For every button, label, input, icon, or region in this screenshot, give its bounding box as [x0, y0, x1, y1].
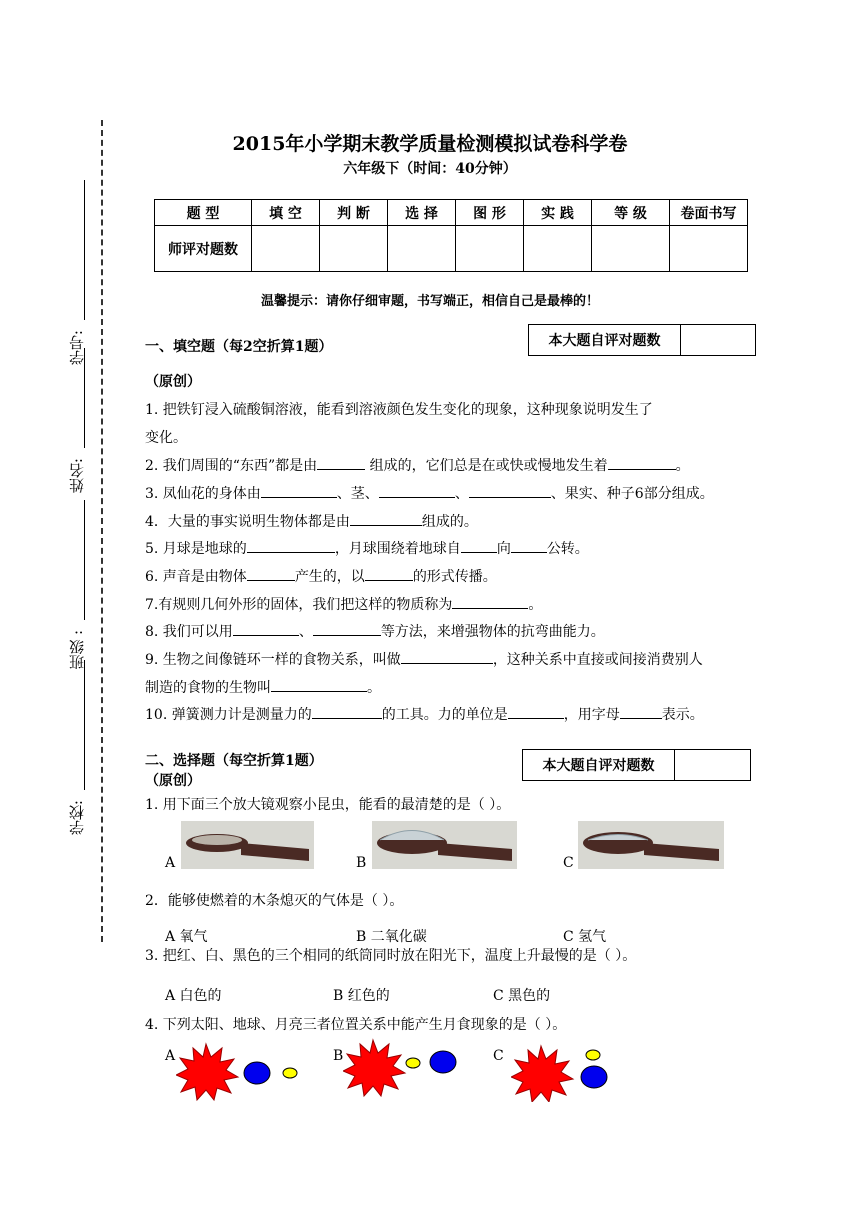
score-table [154, 199, 748, 272]
question-4: 4．大量的事实说明生物体都是由 组成的。 [145, 511, 478, 532]
mc2-option-c[interactable]: C 氢气 [563, 929, 607, 945]
question-1: 1. 把铁钉浸入硫酸铜溶液，能看到溶液颜色发生变化的现象，这种现象说明发生了 [145, 402, 653, 418]
section1-self-eval-box [528, 324, 756, 356]
exam-subtitle: 六年级下（时间：40分钟） [343, 161, 517, 177]
section2-self-eval-label: 本大题自评对题数 [523, 750, 675, 780]
answer-blank[interactable] [608, 455, 676, 470]
section1-self-eval-label: 本大题自评对题数 [529, 325, 681, 355]
binding-dashed-line [101, 120, 103, 942]
sun-icon [343, 1040, 405, 1096]
mc3-option-b[interactable]: B 红色的 [333, 988, 390, 1004]
mc-question-2: 2．能够使燃着的木条熄灭的气体是（ ）。 [145, 893, 404, 909]
answer-blank[interactable] [247, 566, 295, 581]
question-9-cont: 制造的食物的生物叫 。 [145, 677, 381, 698]
answer-blank[interactable] [247, 538, 335, 553]
score-table-header: 填 空 [252, 200, 320, 226]
mc2-option-a[interactable]: A 氧气 [165, 929, 208, 945]
exam-title: 2015年小学期末教学质量检测模拟试卷科学卷 [232, 133, 628, 155]
section1-source: （原创） [145, 374, 201, 390]
earth-icon [244, 1062, 270, 1084]
mc1-option-a-label[interactable]: A [165, 855, 176, 871]
answer-blank[interactable] [508, 704, 564, 719]
mc4-option-c-label[interactable]: C [493, 1048, 504, 1064]
question-8: 8. 我们可以用 、 等方法，来增强物体的抗弯曲能力。 [145, 621, 605, 642]
answer-blank[interactable] [233, 621, 299, 636]
question-10: 10. 弹簧测力计是测量力的 的工具。力的单位是 ，用字母 表示。 [145, 704, 704, 725]
sun-icon [176, 1044, 238, 1100]
mc-question-4: 4. 下列太阳、地球、月亮三者位置关系中能产生月食现象的是（ ）。 [145, 1017, 567, 1033]
name-label: 姓名: [68, 458, 86, 494]
question-9: 9. 生物之间像链环一样的食物关系，叫做 ，这种关系中直接或间接消费别人 [145, 649, 703, 670]
mc4-option-a-label[interactable]: A [165, 1048, 176, 1064]
moon-icon [586, 1050, 600, 1060]
score-cell[interactable] [456, 226, 524, 272]
answer-blank[interactable] [317, 455, 365, 470]
section2-self-eval-input[interactable] [675, 750, 750, 780]
answer-blank[interactable] [461, 538, 497, 553]
magnifier-b-image [372, 821, 517, 869]
mc-question-3: 3. 把红、白、黑色的三个相同的纸筒同时放在阳光下，温度上升最慢的是（ ）。 [145, 948, 637, 964]
question-3: 3. 凤仙花的身体由 、茎、 、 、果实、种子6部分组成。 [145, 483, 714, 504]
mc-question-1: 1. 用下面三个放大镜观察小昆虫，能看的最清楚的是（ ）。 [145, 797, 511, 813]
answer-blank[interactable] [469, 483, 551, 498]
score-cell[interactable] [388, 226, 456, 272]
magnifier-c-image [578, 821, 724, 869]
question-6: 6. 声音是由物体 产生的，以 的形式传播。 [145, 566, 497, 587]
score-table-header: 实 践 [524, 200, 592, 226]
score-table-header: 等 级 [592, 200, 670, 226]
orbit-diagram-c [511, 1042, 621, 1102]
section2-source: （原创） [145, 773, 201, 789]
mc1-option-c-label[interactable]: C [563, 855, 574, 871]
score-table-header: 卷面书写 [670, 200, 748, 226]
score-cell[interactable] [670, 226, 748, 272]
question-7: 7.有规则几何外形的固体，我们把这样的物质称为 。 [145, 594, 542, 615]
answer-blank[interactable] [452, 594, 528, 609]
score-cell[interactable] [524, 226, 592, 272]
mc3-option-c[interactable]: C 黑色的 [493, 988, 551, 1004]
section1-self-eval-input[interactable] [681, 325, 755, 355]
answer-blank[interactable] [313, 621, 381, 636]
question-1-cont: 变化。 [145, 430, 187, 446]
answer-blank[interactable] [511, 538, 547, 553]
school-label: 学校: [68, 800, 86, 836]
moon-icon [283, 1068, 297, 1078]
section2-heading: 二、选择题（每空折算1题） [145, 753, 323, 769]
magnifier-a-image [181, 821, 314, 869]
mc2-option-b[interactable]: B 二氧化碳 [356, 929, 427, 945]
class-field[interactable] [84, 500, 85, 620]
mc1-option-b-label[interactable]: B [356, 855, 367, 871]
answer-blank[interactable] [271, 677, 367, 692]
section1-heading: 一、填空题（每2空折算1题） [145, 339, 333, 355]
answer-blank[interactable] [401, 649, 493, 664]
earth-icon [430, 1051, 456, 1073]
answer-blank[interactable] [350, 511, 422, 526]
moon-icon [406, 1058, 420, 1068]
earth-icon [581, 1066, 607, 1088]
mc4-option-b-label[interactable]: B [333, 1048, 344, 1064]
score-cell[interactable] [592, 226, 670, 272]
score-table-header: 判 断 [320, 200, 388, 226]
answer-blank[interactable] [379, 483, 455, 498]
answer-blank[interactable] [312, 704, 382, 719]
score-table-row-label: 师评对题数 [155, 226, 252, 272]
student-no-label: 学号: [68, 330, 86, 366]
question-5: 5. 月球是地球的 ，月球围绕着地球自 向 公转。 [145, 538, 589, 559]
orbit-diagram-a [176, 1040, 306, 1102]
score-table-header: 图 形 [456, 200, 524, 226]
question-2: 2. 我们周围的“东西”都是由 组成的，它们总是在或快或慢地发生着 。 [145, 455, 690, 476]
score-table-header: 题 型 [155, 200, 252, 226]
answer-blank[interactable] [261, 483, 337, 498]
orbit-diagram-b [343, 1036, 473, 1098]
score-table-header: 选 择 [388, 200, 456, 226]
mc3-option-a[interactable]: A 白色的 [165, 988, 222, 1004]
class-label: 班级 : [68, 630, 86, 670]
tip-text: 温馨提示：请你仔细审题，书写端正，相信自己是最棒的！ [260, 294, 599, 309]
school-field[interactable] [84, 660, 85, 790]
score-cell[interactable] [252, 226, 320, 272]
score-cell[interactable] [320, 226, 388, 272]
name-field[interactable] [84, 348, 85, 448]
section2-self-eval-box [522, 749, 751, 781]
sun-icon [511, 1046, 573, 1102]
answer-blank[interactable] [620, 704, 662, 719]
answer-blank[interactable] [365, 566, 413, 581]
